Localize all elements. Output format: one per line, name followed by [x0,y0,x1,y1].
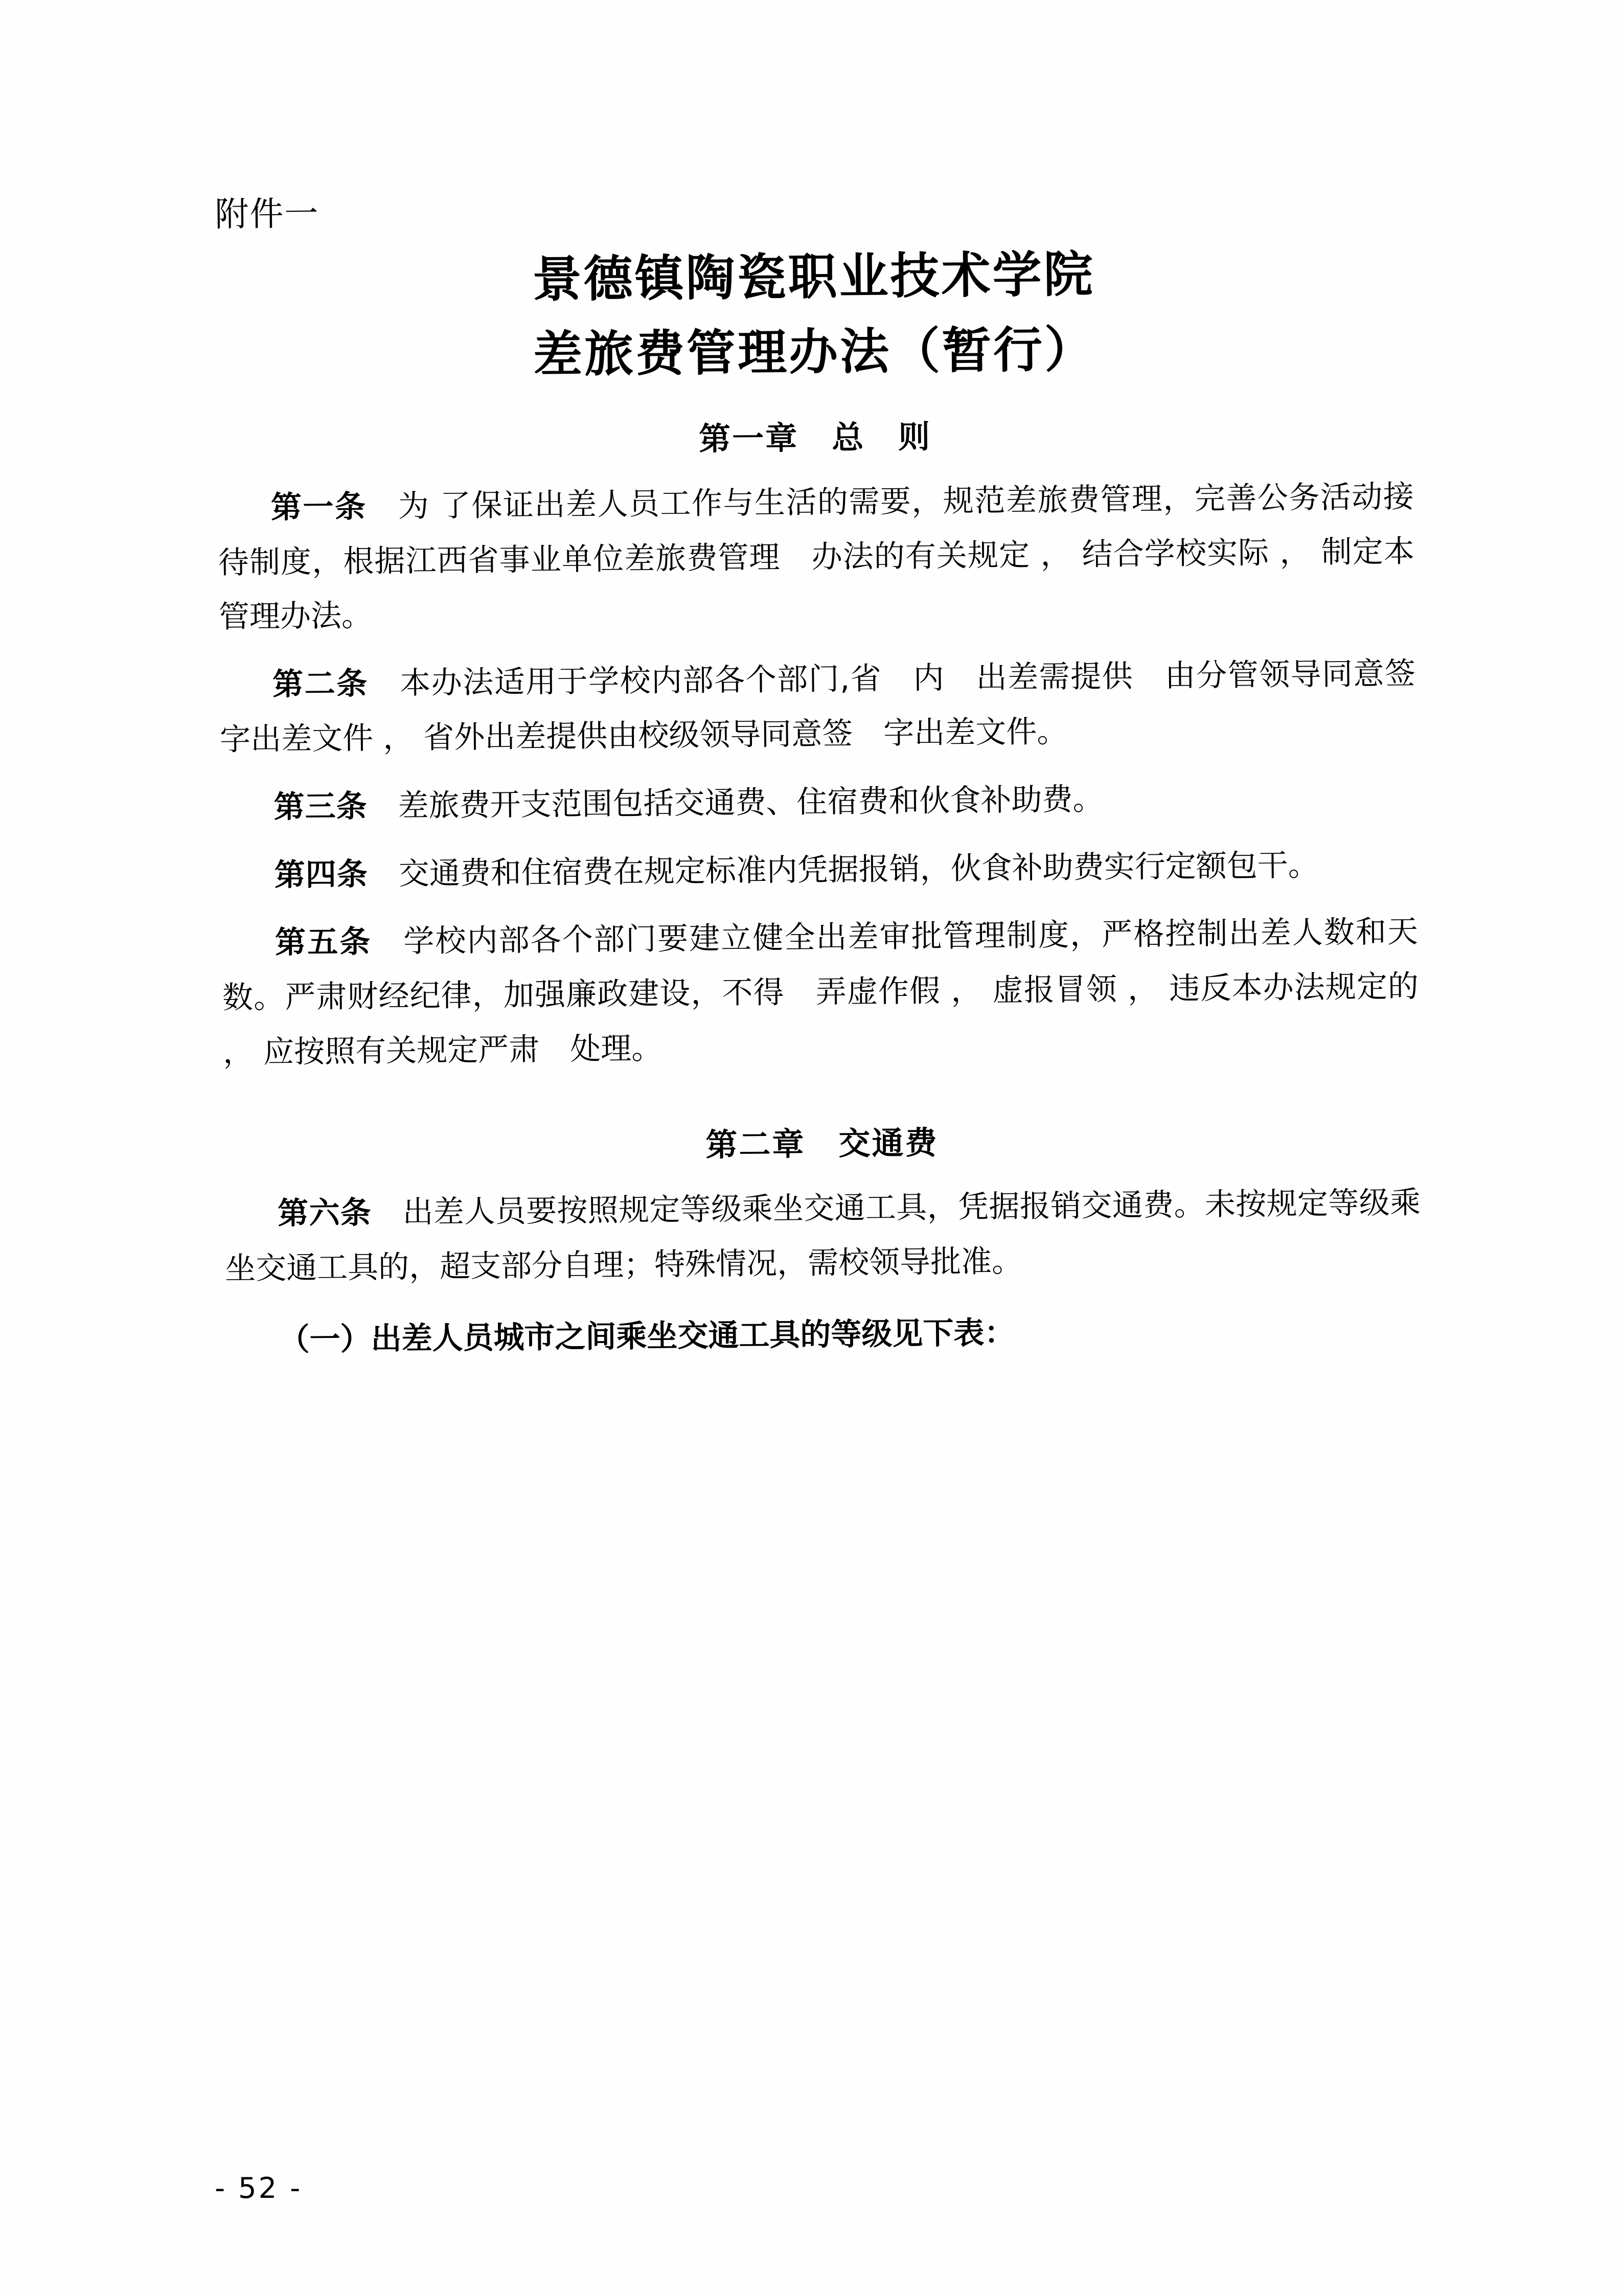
article-2-label: 第二条 [272,666,369,703]
page-title-line-1: 景德镇陶瓷职业技术学院 [532,245,1095,309]
article-4 [221,837,1418,903]
article-5 [222,905,1420,1080]
article-1-label: 第一条 [270,488,367,526]
article-4-text: 交通费和住宿费在规定标准内凭据报销，伙食补助费实行定额包干。 [368,847,1319,892]
article-5-text: 学校内部各个部门要建立健全出差审批管理制度，严格控制出差人数和天数。严肃财经纪律，加强廉政建设，不得 弄虚作假 ， 虚报冒领 ， 违反本办法规定的 ， 应按照有关规定严肃 处理。 [222,914,1419,1071]
article-5-label: 第五条 [275,924,372,961]
article-6-text: 出差人员要按照规定等级乘坐交通工具，凭据报销交通费。未按规定等级乘坐交通工具的，超支部分自理；特殊情况，需校领导批准。 [224,1185,1421,1287]
chapter-heading-2: 第二章 交通费 [705,1124,939,1164]
article-1-text: 为 了保证出差人员工作与生活的需要，规范差旅费管理，完善公务活动接待制度，根据江西省事业单位差旅费管理 办法的有关规定 ， 结合学校实际 ， 制定本管理办法。 [218,479,1415,635]
article-6-label: 第六条 [277,1194,372,1232]
article-2 [219,647,1416,767]
article-2-text: 本办法适用于学校内部各个部门,省 内 出差需提供 由分管领导同意签字出差文件 ， 省外出差提供由校级领导同意签 字出差文件。 [219,655,1416,758]
article-1 [217,469,1415,645]
chapter-heading-1: 第一章 总 则 [698,418,932,458]
article-6 [224,1175,1422,1296]
article-4-label: 第四条 [274,856,369,893]
page-title [215,237,1413,393]
document-body [215,183,1422,1382]
article-3-label: 第三条 [273,788,368,825]
article-3 [220,769,1417,835]
list-item: （一）出差人员城市之间乘坐交通工具的等级见下表： [279,1315,1015,1358]
page-title-line-2: 差旅费管理办法（暂行） [533,320,1096,383]
article-3-text: 差旅费开支范围包括交通费、住宿费和伙食补助费。 [367,781,1104,824]
page-number: - 52 - [215,2172,303,2205]
attachment-label: 附件一 [215,194,319,234]
